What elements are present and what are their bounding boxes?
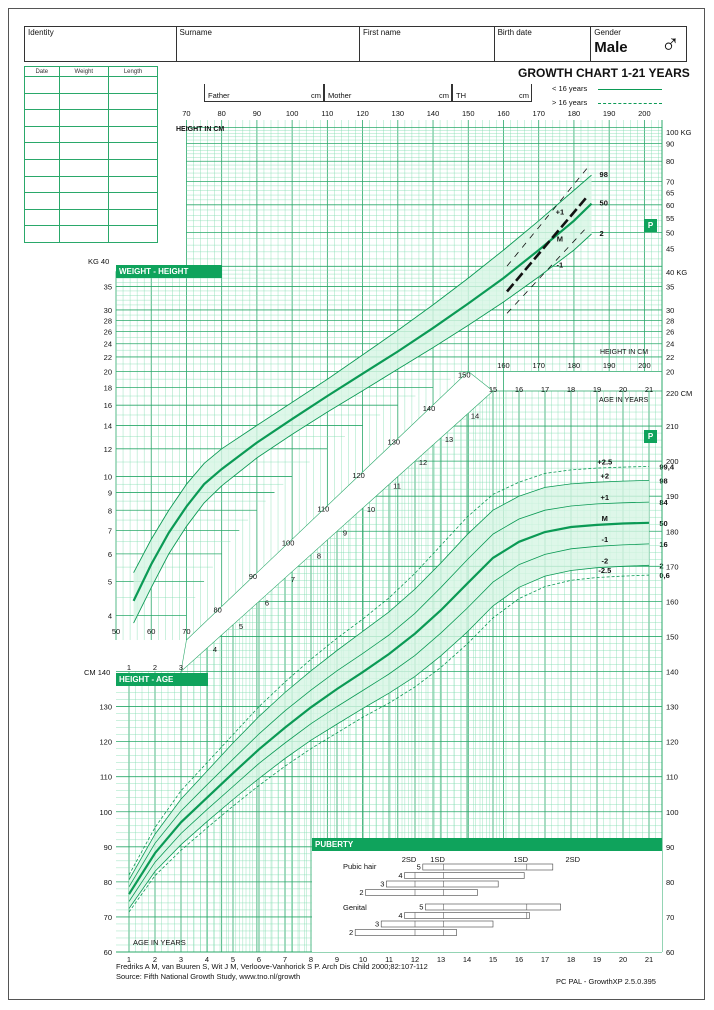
pubic-hair-bar xyxy=(423,864,553,870)
weight-y-left-tick: 7 xyxy=(107,526,112,536)
diag-height-tick: 150 xyxy=(458,370,471,380)
version-text: PC PAL - GrowthXP 2.5.0.395 xyxy=(556,977,656,986)
height-x-bottom-tick: 3 xyxy=(178,955,184,964)
height-x-bottom-tick: 18 xyxy=(566,955,576,964)
height-x-bottom-tick: 16 xyxy=(514,955,524,964)
weight-y-right-tick: 70 xyxy=(666,177,675,187)
weight-y-left-tick: 30 xyxy=(103,305,112,315)
height-in-cm-label-top: HEIGHT IN CM xyxy=(176,126,225,133)
weight-y-right-tick: 20 xyxy=(666,367,675,377)
weight-x-bottom-right-tick: 190 xyxy=(602,361,616,370)
height-x-top-tick: 21 xyxy=(644,385,654,394)
height-y-right-tick: 80 xyxy=(666,877,675,887)
weight-x-top-tick: 200 xyxy=(638,109,651,118)
height-x-bottom-tick: 12 xyxy=(410,955,420,964)
height-x-top-tick: 19 xyxy=(592,385,602,394)
diag-age-tick: 4 xyxy=(212,645,218,655)
height-y-right-tick: 60 xyxy=(666,948,675,957)
height-y-right-tick: 160 xyxy=(666,597,679,607)
height-p-badge: P xyxy=(644,430,657,443)
weight-y-right-tick: 65 xyxy=(666,188,675,198)
genital-bar xyxy=(405,913,530,919)
male-symbol-icon: ♂ xyxy=(660,29,680,59)
height-x-bottom-tick: 7 xyxy=(282,955,288,964)
weight-percentile-label: 98 xyxy=(599,170,608,180)
genital-bar xyxy=(355,930,456,936)
weight-column-header: Weight xyxy=(59,67,108,77)
height-x-bottom-tick: 20 xyxy=(618,955,628,964)
puberty-band: PUBERTY xyxy=(312,838,662,851)
weight-y-right-tick: 24 xyxy=(666,339,675,349)
height-sd-label: +2.5 xyxy=(597,457,613,467)
height-percentile-label: 16 xyxy=(659,539,668,549)
weight-x-top-tick: 120 xyxy=(356,109,369,118)
weight-x-top-tick: 190 xyxy=(602,109,616,118)
height-x-bottom-tick: 11 xyxy=(385,955,393,964)
kg-40-right-label: 40 KG xyxy=(666,268,688,277)
height-x-bottom-tick: 14 xyxy=(462,955,472,964)
weight-y-left-tick: 16 xyxy=(103,401,112,411)
weight-y-right-tick: 45 xyxy=(666,244,675,254)
height-x-bottom-tick: 15 xyxy=(488,955,498,964)
weight-y-right-tick: 60 xyxy=(666,200,675,210)
weight-x-top-tick: 70 xyxy=(182,109,191,118)
height-sd-label: +2 xyxy=(600,471,610,481)
height-sd-label: M xyxy=(601,513,608,523)
puberty-sd-label: 2SD xyxy=(565,855,581,864)
weight-y-left-tick: 22 xyxy=(103,352,112,362)
weight-y-left-tick: 18 xyxy=(103,383,112,393)
weight-x-top-tick: 160 xyxy=(497,109,510,118)
weight-x-bottom-right-tick: 200 xyxy=(638,361,651,370)
height-x-upper-left-tick: 3 xyxy=(178,663,184,672)
cm-220-label: 220 CM xyxy=(666,389,693,398)
weight-y-left-tick: 14 xyxy=(103,421,112,431)
weight-y-right-tick: 50 xyxy=(666,228,675,238)
height-y-right-tick: 110 xyxy=(666,772,678,782)
pubic-hair-bar xyxy=(405,873,525,879)
height-sd-label: +1 xyxy=(600,493,610,503)
weight-x-top-tick: 100 xyxy=(285,109,299,118)
weight-x-top-tick: 110 xyxy=(321,109,334,118)
height-age-band: HEIGHT - AGE xyxy=(116,673,208,686)
height-x-bottom-tick: 17 xyxy=(540,955,550,964)
height-y-right-tick: 70 xyxy=(666,912,675,922)
height-x-bottom-tick: 4 xyxy=(204,955,210,964)
weight-y-left-tick: 35 xyxy=(103,282,112,292)
height-y-right-tick: 140 xyxy=(666,667,679,677)
height-percentile-label: 99,4 xyxy=(659,462,675,472)
height-y-right-tick: 100 xyxy=(666,807,679,817)
height-x-bottom-tick: 10 xyxy=(358,955,368,964)
weight-x-top-tick: 130 xyxy=(391,109,405,118)
weight-y-left-tick: 9 xyxy=(107,488,112,498)
weight-x-bottom-right-tick: 170 xyxy=(532,361,545,370)
height-sd-label: -2 xyxy=(601,556,609,566)
height-sd-label: -2.5 xyxy=(598,566,612,576)
weight-y-right-tick: 80 xyxy=(666,157,675,167)
weight-x-bottom-tick: 70 xyxy=(182,627,191,636)
weight-y-left-tick: 26 xyxy=(103,327,112,337)
height-x-top-tick: 17 xyxy=(540,385,550,394)
weight-x-bottom-right-tick: 180 xyxy=(567,361,581,370)
height-sd-label: -1 xyxy=(601,534,609,544)
identity-label: Identity xyxy=(28,28,54,37)
diag-age-tick: 7 xyxy=(290,575,296,584)
birthdate-label: Birth date xyxy=(497,28,532,37)
weight-x-top-tick: 170 xyxy=(532,109,545,118)
height-x-top-tick: 20 xyxy=(618,385,628,394)
source-text: Source: Fifth National Growth Study, www.tno.nl/growth xyxy=(116,972,301,981)
height-y-right-tick: 180 xyxy=(666,527,679,537)
diag-age-tick: 9 xyxy=(342,528,348,538)
th-label: TH xyxy=(456,91,466,100)
mother-unit: cm xyxy=(439,91,449,100)
diag-age-tick: 5 xyxy=(238,621,244,631)
diag-age-tick: 8 xyxy=(316,551,322,561)
adult-weight-label: M xyxy=(556,234,563,244)
height-y-right-tick: 90 xyxy=(666,842,675,852)
height-y-left-tick: 90 xyxy=(103,842,112,852)
height-percentile-label: 98 xyxy=(659,476,668,486)
genital-stage-label: 5 xyxy=(419,902,424,912)
height-percentile-label: 50 xyxy=(659,518,668,528)
kg-100-label: 100 KG xyxy=(666,128,692,137)
puberty-sd-label: 2SD xyxy=(401,855,417,864)
height-x-bottom-tick: 9 xyxy=(334,955,340,964)
diag-age-tick: 13 xyxy=(444,434,454,444)
age-in-years-label-top: AGE IN YEARS xyxy=(599,397,649,404)
height-y-left-tick: 130 xyxy=(99,702,112,712)
weight-y-left-tick: 5 xyxy=(107,577,112,587)
height-y-left-tick: 100 xyxy=(99,807,112,817)
height-y-left-tick: 110 xyxy=(100,772,112,782)
height-y-right-tick: 210 xyxy=(666,422,679,432)
genital-label: Genital xyxy=(343,903,367,912)
weight-x-top-tick: 80 xyxy=(217,109,226,118)
height-x-bottom-tick: 8 xyxy=(308,955,314,964)
height-x-bottom-tick: 19 xyxy=(592,955,602,964)
genital-bar xyxy=(381,921,493,927)
th-unit: cm xyxy=(519,91,529,100)
height-y-left-tick: 80 xyxy=(103,877,112,887)
weight-y-right-tick: 30 xyxy=(666,305,675,315)
pubic-hair-label: Pubic hair xyxy=(343,862,377,871)
diag-height-tick: 80 xyxy=(213,605,222,615)
weight-y-right-tick: 28 xyxy=(666,316,675,326)
weight-x-bottom-right-tick: 160 xyxy=(497,361,510,370)
height-x-bottom-tick: 2 xyxy=(152,955,158,964)
diag-height-tick: 100 xyxy=(281,538,295,548)
diag-age-tick: 11 xyxy=(393,481,401,491)
height-y-left-tick: 70 xyxy=(103,912,112,922)
date-column-header: Date xyxy=(25,67,60,77)
weight-y-left-tick: 24 xyxy=(103,339,112,349)
height-x-top-tick: 18 xyxy=(566,385,576,394)
height-x-upper-left-tick: 2 xyxy=(152,663,158,672)
pubic-hair-stage-label: 3 xyxy=(380,879,385,889)
weight-y-left-tick: 6 xyxy=(107,549,112,559)
height-percentile-label: 84 xyxy=(659,498,668,508)
diag-height-tick: 90 xyxy=(248,571,258,581)
weight-x-top-tick: 140 xyxy=(426,109,440,118)
legend-under16: < 16 years xyxy=(552,84,588,93)
weight-x-bottom-tick: 50 xyxy=(111,627,121,636)
weight-y-right-tick: 22 xyxy=(666,352,675,362)
height-y-right-tick: 120 xyxy=(666,737,679,747)
height-x-top-tick: 16 xyxy=(514,385,524,394)
height-x-bottom-tick: 21 xyxy=(644,955,654,964)
height-x-bottom-tick: 6 xyxy=(256,955,262,964)
diag-height-tick: 140 xyxy=(422,403,436,413)
weight-x-top-tick: 180 xyxy=(567,109,581,118)
diag-age-tick: 14 xyxy=(470,411,480,421)
weight-x-top-tick: 150 xyxy=(462,109,475,118)
weight-y-right-tick: 26 xyxy=(666,327,675,337)
diag-height-tick: 110 xyxy=(317,504,330,514)
reference-text: Fredriks A M, van Buuren S, Wit J M, Verloove-Vanhorick S P. Arch Dis Child 2000;82:107-112 xyxy=(116,962,428,971)
adult-weight-label: +1 xyxy=(555,207,565,217)
weight-y-left-tick: 4 xyxy=(107,611,112,621)
pubic-hair-stage-label: 4 xyxy=(398,871,403,880)
height-y-right-tick: 170 xyxy=(666,562,679,572)
height-y-right-tick: 190 xyxy=(666,492,679,502)
genital-stage-label: 4 xyxy=(398,911,403,920)
diag-age-tick: 6 xyxy=(264,598,270,608)
pubic-hair-stage-label: 5 xyxy=(416,862,421,872)
diag-height-tick: 130 xyxy=(387,437,401,447)
diag-age-tick: 10 xyxy=(366,504,376,514)
adult-weight-label: -1 xyxy=(556,260,564,270)
height-percentile-label: 2 xyxy=(659,561,664,571)
weight-y-right-tick: 90 xyxy=(666,139,675,149)
length-column-header: Length xyxy=(109,67,158,77)
genital-stage-label: 2 xyxy=(349,928,354,937)
puberty-sd-label: 1SD xyxy=(513,855,529,864)
puberty-sd-label: 1SD xyxy=(430,855,445,864)
weight-percentile-label: 2 xyxy=(599,228,604,238)
weight-y-right-tick: 35 xyxy=(666,282,675,292)
gender-value: Male xyxy=(594,39,628,56)
weight-y-left-tick: 8 xyxy=(107,506,112,516)
height-y-right-tick: 150 xyxy=(666,632,679,642)
legend-over16: > 16 years xyxy=(552,98,588,107)
diag-height-tick: 120 xyxy=(352,471,365,481)
surname-label: Surname xyxy=(179,28,212,37)
genital-bar xyxy=(425,904,560,910)
pubic-hair-bar xyxy=(386,881,498,887)
weight-percentile-label: 50 xyxy=(599,198,608,208)
weight-y-left-tick: 10 xyxy=(103,472,112,482)
pubic-hair-stage-label: 2 xyxy=(359,888,364,897)
height-x-bottom-tick: 1 xyxy=(126,955,132,964)
weight-x-bottom-tick: 60 xyxy=(147,627,156,636)
father-label: Father xyxy=(208,91,230,100)
weight-y-left-tick: 20 xyxy=(103,367,112,377)
pubic-hair-bar xyxy=(366,890,478,896)
height-y-left-tick: 120 xyxy=(99,737,112,747)
weight-x-top-tick: 90 xyxy=(252,109,262,118)
weight-y-left-tick: 12 xyxy=(103,444,112,454)
height-x-top-tick: 15 xyxy=(488,385,498,394)
diag-age-tick: 12 xyxy=(418,458,428,468)
gender-label: Gender xyxy=(594,28,621,37)
height-x-upper-left-tick: 1 xyxy=(126,663,132,672)
height-y-left-tick: 60 xyxy=(103,948,112,957)
height-percentile-label: 0,6 xyxy=(659,571,670,581)
height-x-bottom-tick: 13 xyxy=(436,955,446,964)
chart-title: GROWTH CHART 1-21 YEARS xyxy=(518,66,690,80)
height-in-cm-label-bottom: HEIGHT IN CM xyxy=(600,349,649,356)
height-y-right-tick: 200 xyxy=(666,457,679,467)
cm-140-label: CM 140 xyxy=(84,668,111,677)
age-in-years-label-bottom: AGE IN YEARS xyxy=(133,938,186,947)
height-x-bottom-tick: 5 xyxy=(230,955,236,964)
genital-stage-label: 3 xyxy=(375,919,380,929)
weight-y-left-tick: 28 xyxy=(103,316,112,326)
kg-40-left-label: KG 40 xyxy=(88,257,110,266)
firstname-label: First name xyxy=(362,28,401,37)
height-y-right-tick: 130 xyxy=(666,702,679,712)
father-unit: cm xyxy=(311,91,321,100)
weight-p-badge: P xyxy=(644,219,657,232)
mother-label: Mother xyxy=(328,91,352,100)
weight-y-right-tick: 55 xyxy=(666,214,675,224)
weight-height-band: WEIGHT - HEIGHT xyxy=(116,265,222,278)
